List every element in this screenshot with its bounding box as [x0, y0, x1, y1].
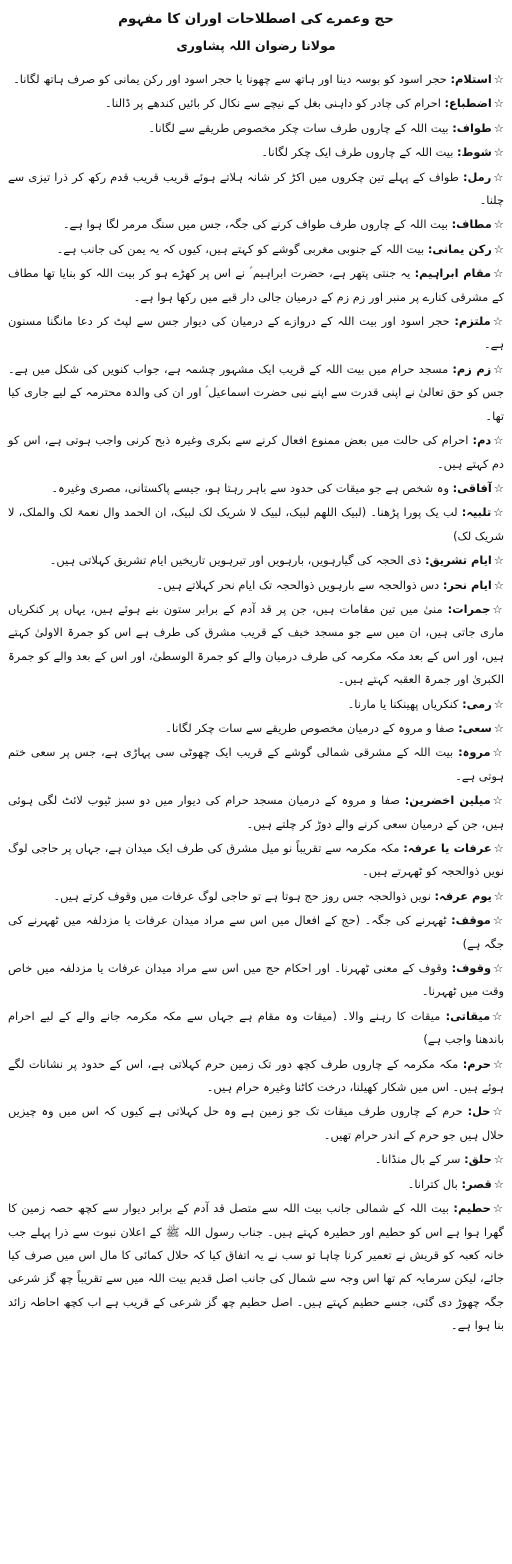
glossary-entry [8, 717, 504, 740]
glossary-term: رمی: [462, 696, 492, 711]
glossary-term: ملتزم: [454, 314, 491, 329]
star-bullet-icon: ☆ [493, 433, 504, 448]
glossary-definition: بیت اللہ کے چاروں طرف ایک چکر لگانا۔ [261, 145, 458, 160]
glossary-definition: حجر اسود کو بوسہ دینا اور ہاتھ سے چھونا یا حجر اسود اور رکن یمانی کو صرف ہاتھ لگانا۔ [13, 72, 451, 86]
glossary-term: حل: [467, 1104, 491, 1119]
glossary-definition: صفا و مروہ کے درمیان مخصوص طریقے سے سات چکر لگانا۔ [165, 720, 459, 735]
star-bullet-icon: ☆ [492, 1056, 504, 1071]
glossary-definition: مسجد حرام میں بیت اللہ کے قریب ایک مشہور چشمہ ہے، جواب کنویں کی شکل میں ہے۔ جس کو حق تعالیٰ نے اپنی قدرت سے اپنے نبی حضرت اسماعیل ؑ اور ان کی والدہ محترمہ کے لیے جاری کیا تھا۔ [8, 361, 504, 423]
star-bullet-icon: ☆ [493, 961, 504, 976]
glossary-definition: بیت اللہ کے چاروں طرف طواف کرنے کی جگہ، جس میں سنگ مرمر لگا ہوا ہے۔ [62, 217, 452, 232]
star-bullet-icon: ☆ [493, 145, 504, 160]
glossary-definition: طواف کے پہلے تین چکروں میں اکڑ کر شانہ ہلاتے ہوئے قریب قریب قدم رکھ کر ذرا تیزی سے چلنا۔ [8, 169, 504, 208]
glossary-definition: بیت اللہ کے جنوبی مغربی گوشے کو کہتے ہیں، کیوں کہ یہ یمن کی جانب ہے۔ [56, 241, 428, 256]
glossary-entry [8, 1197, 504, 1337]
star-bullet-icon: ☆ [492, 601, 504, 616]
article-author: مولانا رضوان اللہ پشاوری [176, 38, 336, 53]
glossary-entry [8, 166, 504, 213]
glossary-term: مطاف: [451, 217, 492, 232]
glossary-term: جمرات: [447, 601, 491, 616]
glossary-entry [8, 957, 504, 1004]
glossary-entry [8, 477, 504, 500]
glossary-entry [8, 117, 504, 140]
glossary-entry [8, 262, 504, 309]
glossary-entry [8, 789, 504, 836]
star-bullet-icon: ☆ [493, 266, 504, 281]
star-bullet-icon: ☆ [493, 217, 504, 232]
glossary-definition: حجر اسود اور بیت اللہ کے دروازے کے درمیان کی دیوار جس سے لپٹ کر دعا مانگنا مسنون ہے۔ [8, 314, 504, 352]
glossary-term: مقام ابراہیم: [414, 266, 492, 281]
star-bullet-icon: ☆ [493, 120, 504, 135]
glossary-definition: حرم کے چاروں طرف میقات تک جو زمین ہے وہ حل کہلاتی ہے کیوں کہ اس میں وہ چیزیں حلال ہیں جو حرم کے اندر حرام تھیں۔ [8, 1104, 504, 1142]
star-bullet-icon: ☆ [493, 361, 504, 376]
glossary-definition: وقوف کے معنی ٹھہرنا۔ اور احکام حج میں اس سے مراد میدان عرفات یا مزدلفہ میں خاص وقت میں ٹھہرنا۔ [8, 961, 504, 999]
glossary-term: میقاتی: [445, 1008, 491, 1023]
glossary-entry [8, 1148, 504, 1171]
glossary-definition: منیٰ میں تین مقامات ہیں، جن پر قد آدم کے برابر ستون بنے ہوئے ہیں، یہاں پر کنکریاں ماری جاتی ہیں، ان میں سے جو مسجد خیف کے قریب مشرق کی طرف ہے اس کو جمرۃ الاولیٰ کہتے ہیں، اور اس کے بعد مکہ مکرمہ کی طرف درمیان والے کو جمرۃ الوسطیٰ، اور اس کے بعد والے کو جمرۃ الکبریٰ اور جمرۃ العقبہ کہتے ہیں۔ [8, 601, 504, 687]
article-title: حج وعمرے کی اصطلاحات اوران کا مفہوم [118, 11, 394, 27]
glossary-definition: بال کترانا۔ [407, 1176, 462, 1191]
star-bullet-icon: ☆ [492, 1201, 504, 1216]
star-bullet-icon: ☆ [493, 96, 504, 111]
glossary-entry [8, 598, 504, 692]
glossary-entry [8, 1173, 504, 1196]
glossary-term: زم زم: [452, 361, 492, 376]
star-bullet-icon: ☆ [492, 913, 504, 928]
glossary-term: قصر: [461, 1176, 492, 1191]
glossary-term: اضطباع: [444, 96, 492, 111]
glossary-term: وقوف: [451, 961, 492, 976]
glossary-definition: یہ جنتی پتھر ہے، حضرت ابراہیم ؑ نے اس پر کھڑے ہو کر بیت اللہ کو بنایا تھا مطاف کے مشرقی کنارے پر منبر اور زم زم کے درمیان جالی دار قبے میں رکھا ہوا ہے۔ [8, 266, 504, 304]
star-bullet-icon: ☆ [492, 793, 504, 808]
glossary-definition: بیت اللہ کے چاروں طرف سات چکر مخصوص طریقے سے لگانا۔ [148, 120, 453, 135]
glossary-term: شوط: [457, 145, 492, 160]
glossary-definition: کنکریاں پھینکنا یا مارنا۔ [347, 696, 463, 711]
glossary-entry [8, 574, 504, 597]
glossary-definition: مکہ مکرمہ سے تقریباً نو میل مشرق کی طرف ایک میدان ہے، جہاں پر حاجی لوگ نویں ذوالحجہ کو ٹھہرتے ہیں۔ [8, 841, 504, 879]
star-bullet-icon: ☆ [493, 1152, 504, 1167]
glossary-definition: صفا و مروہ کے درمیان مسجد حرام کی دیوار میں دو سبز ٹیوب لائٹ لگی ہوئی ہیں، جن کے درمیان سعی کرنے والے دوڑ کر چلتے ہیں۔ [8, 793, 504, 831]
star-bullet-icon: ☆ [493, 577, 504, 592]
glossary-list [8, 68, 504, 1338]
star-bullet-icon: ☆ [493, 841, 504, 855]
glossary-entry [8, 238, 504, 261]
glossary-term: رکن یمانی: [427, 241, 492, 256]
star-bullet-icon: ☆ [493, 1176, 504, 1191]
glossary-entry [8, 837, 504, 884]
glossary-entry [8, 141, 504, 164]
glossary-entry [8, 693, 504, 716]
glossary-term: ایام نحر: [442, 577, 492, 592]
star-bullet-icon: ☆ [492, 314, 504, 329]
glossary-entry [8, 68, 504, 91]
glossary-definition: ٹھہرنے کی جگہ۔ (حج کے افعال میں اس سے مراد میدان عرفات یا مزدلفہ میں ٹھہرنے کی جگہ ہے) [8, 913, 504, 951]
glossary-term: عرفات یا عرفہ: [403, 841, 492, 855]
glossary-definition: مکہ مکرمہ کے چاروں طرف کچھ دور تک زمین حرم کہلاتی ہے، اس کے حدود پر نشانات لگے ہوئے ہیں۔ اس میں شکار کھیلنا، درخت کاٹنا وغیرہ حرام ہیں۔ [8, 1056, 504, 1095]
star-bullet-icon: ☆ [493, 241, 504, 256]
glossary-definition: بیت اللہ کے شمالی جانب بیت اللہ سے متصل قد آدم کے برابر دیوار سے کچھ حصہ زمین کا گھرا ہوا ہے اس کو حطیم اور حطیرہ کہتے ہیں۔ جناب رسول اللہ ﷺ کے اعلان نبوت سے ذرا پہلے جب خانہ کعبہ کو قریش نے تعمیر کرنا چاہا تو سب نے یہ اتفاق کیا کہ حلال کمائی کا مال اس میں صرف کیا جائے، لیکن سرمایہ کم تھا اس وجہ سے شمال کی جانب اصل قدیم بیت اللہ میں سے تقریباً چھ گز شرعی جگہ چھوڑ دی گئی، جسے حطیم کہتے ہیں۔ اصل حطیم چھ گز شرعی کے قریب ہے اب کچھ احاطہ زائد بنا ہوا ہے۔ [8, 1201, 504, 1333]
glossary-entry [8, 213, 504, 236]
glossary-term: حطیم: [453, 1201, 491, 1216]
glossary-definition: وہ شخص ہے جو میقات کی حدود سے باہر رہتا ہو، جیسے پاکستانی، مصری وغیرہ۔ [51, 480, 453, 495]
glossary-definition: لب یک پورا پڑھنا۔ (لبیک اللھم لبیک، لبیک لا شریک لک لبیک، ان الحمد وال نعمۃ لک والملک، لا شریک لک) [8, 505, 504, 543]
glossary-entry [8, 358, 504, 428]
glossary-entry [8, 310, 504, 357]
glossary-term: یوم عرفہ: [434, 888, 492, 903]
glossary-definition: احرام کی چادر کو داہنی بغل کے نیچے سے نکال کر بائیں کندھے پر ڈالنا۔ [104, 96, 445, 111]
glossary-term: مروہ: [458, 745, 491, 760]
glossary-term: آفاقی: [452, 480, 492, 495]
star-bullet-icon: ☆ [493, 505, 504, 520]
glossary-term: حلق: [464, 1152, 492, 1167]
glossary-definition: احرام کی حالت میں بعض ممنوع افعال کرنے سے بکری وغیرہ ذبح کرنی واجب ہوتی ہے، اس کو دم کہتے ہیں۔ [8, 433, 504, 471]
glossary-entry [8, 1005, 504, 1052]
star-bullet-icon: ☆ [492, 1008, 504, 1023]
glossary-definition: نویں ذوالحجہ جس روز حج ہوتا ہے تو حاجی لوگ عرفات میں وقوف کرتے ہیں۔ [53, 888, 435, 903]
glossary-entry [8, 741, 504, 788]
glossary-term: سعی: [458, 720, 492, 735]
glossary-term: میلین اخضرین: [404, 793, 491, 808]
glossary-term: استلام: [450, 72, 492, 86]
glossary-entry [8, 1053, 504, 1100]
glossary-entry [8, 549, 504, 572]
star-bullet-icon: ☆ [492, 745, 504, 760]
glossary-entry [8, 501, 504, 548]
star-bullet-icon: ☆ [493, 888, 504, 903]
star-bullet-icon: ☆ [493, 480, 504, 495]
star-bullet-icon: ☆ [493, 720, 504, 735]
star-bullet-icon: ☆ [493, 553, 504, 568]
star-bullet-icon: ☆ [492, 1104, 504, 1119]
glossary-definition: دس ذوالحجہ سے بارہویں ذوالحجہ تک ایام نحر کہلاتے ہیں۔ [156, 577, 443, 592]
glossary-term: حرم: [462, 1056, 491, 1071]
star-bullet-icon: ☆ [493, 696, 504, 711]
glossary-term: موقف: [451, 913, 491, 928]
glossary-definition: بیت اللہ کے مشرقی شمالی گوشے کے قریب ایک چھوٹی سی پہاڑی ہے، جس پر سعی ختم ہوتی ہے۔ [8, 745, 504, 783]
star-bullet-icon: ☆ [493, 169, 504, 184]
glossary-entry [8, 1100, 504, 1147]
glossary-term: رمل: [462, 169, 492, 184]
glossary-term: تلبیہ: [461, 505, 492, 520]
glossary-entry [8, 429, 504, 476]
glossary-definition: سر کے بال منڈانا۔ [374, 1152, 465, 1167]
glossary-term: دم: [472, 433, 492, 448]
glossary-term: طواف: [452, 120, 492, 135]
glossary-entry [8, 909, 504, 956]
glossary-definition: ذی الحجہ کی گیارہویں، بارہویں اور تیرہویں تاریخیں ایام تشریق کہلاتی ہیں۔ [49, 553, 425, 568]
glossary-entry [8, 885, 504, 908]
glossary-entry [8, 92, 504, 115]
glossary-definition: میقات کا رہنے والا۔ (میقات وہ مقام ہے جہاں سے مکہ مکرمہ جانے والے کے لیے احرام باندھنا واجب ہے) [8, 1008, 504, 1047]
star-bullet-icon: ☆ [493, 72, 504, 86]
glossary-term: ایام تشریق: [424, 553, 492, 568]
